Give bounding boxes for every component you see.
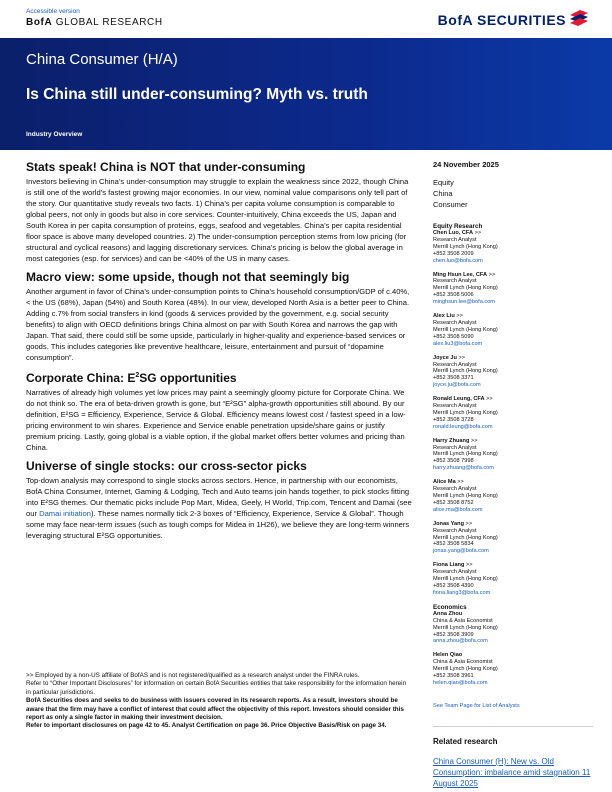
analyst-firm: Merrill Lynch (Hong Kong): [433, 666, 498, 673]
non-us-affiliate-marker: >>: [487, 271, 496, 278]
header-banner: [0, 38, 612, 150]
global-research-label: [26, 17, 163, 28]
economist-list: [433, 611, 593, 687]
analyst-role: Research Analyst: [433, 569, 477, 576]
analyst-card: [433, 479, 593, 514]
analyst-card: [433, 562, 593, 597]
report-title: Is China still under-consuming? Myth vs. truth: [26, 86, 368, 103]
analyst-firm: Merrill Lynch (Hong Kong): [433, 326, 498, 333]
analyst-firm: Merrill Lynch (Hong Kong): [433, 409, 498, 416]
analyst-name-text: Anna Zhou: [433, 610, 463, 617]
footnote-disclosures: Refer to “Other Important Disclosures” for information on certain BofA Securities entities that take responsibility for the information herein in particular jurisdictions.: [26, 680, 407, 696]
analyst-email[interactable]: anna.zhou@bofa.com: [433, 638, 488, 645]
non-us-affiliate-marker: >>: [464, 562, 473, 569]
analyst-role: Research Analyst: [433, 486, 477, 493]
team-page-link[interactable]: See Team Page for List of Analysts: [433, 702, 520, 709]
non-us-affiliate-marker: >>: [454, 313, 463, 320]
analyst-name-text: Ming Hsun Lee, CFA: [433, 271, 488, 278]
analyst-role: Research Analyst: [433, 236, 477, 243]
footnote-conflict: BofA Securities does and seeks to do business with issuers covered in its research reports. As a result, investors should be aware that the firm may have a conflict of interest that could affect the objectivity of this report. Investors should consider this report as only a single factor in making their investment decision.: [26, 697, 404, 722]
accessible-version-link[interactable]: Accessible version: [26, 8, 80, 15]
analyst-name-text: Alex Liu: [433, 313, 455, 320]
analyst-role: China & Asia Economist: [433, 617, 493, 624]
analyst-role: Research Analyst: [433, 361, 477, 368]
analyst-name-text: Fiona Liang: [433, 562, 465, 569]
analyst-name: [433, 438, 593, 445]
analyst-card: [433, 313, 593, 348]
analyst-card: [433, 652, 593, 687]
footnotes: [26, 672, 412, 731]
analyst-firm: Merrill Lynch (Hong Kong): [433, 624, 498, 631]
analyst-email[interactable]: joyce.ju@bofa.com: [433, 382, 481, 389]
body-text: ). These names normally tick 2-3 boxes of “Efficiency, Experience, Service & Global”. Though some may face near-term issues (such as tough comps for Midea in 1H26), we believe they are long-term winners leveraging structural E²SG opportunities.: [26, 509, 410, 540]
related-research-link[interactable]: China Consumer (H): New vs. Old Consumption: imbalance amid stagnation 11 August 2025: [433, 756, 591, 788]
analyst-phone: +852 3508 5834: [433, 541, 474, 548]
analyst-email[interactable]: harry.zhuang@bofa.com: [433, 465, 494, 472]
analyst-phone: +852 3508 3371: [433, 375, 474, 382]
analyst-name-text: Joyce Ju: [433, 354, 457, 361]
main-content: [26, 160, 412, 547]
analyst-name: [433, 355, 593, 362]
damai-initiation-link[interactable]: Damai initiation: [39, 509, 92, 518]
body-text: Top-down analysis may correspond to single stocks across sectors. Hence, in partnership with our economists, BofA China Consumer, Internet, Gaming & Lodging, Tech and Auto teams join hands together, to pick stocks fitting into E²SG themes. Our thematic picks include Pop Mart, Midea, Geely, H World, Trip.com, Tencent and Damai (see our: [26, 476, 412, 518]
section-body: Another argument in favor of China’s under-consumption points to China’s household consumption/GDP of c.40%, < the US (68%), Japan (54%) and South Korea (48%). In our view, developed North Asia is a better peer to China. Adding c.7% from social transfers in kind (goods & services provided by the government, e.g. social security benefits) to align with OECD definitions brings China almost on par with South Korea and narrows the gap with Japan. That said, there could still be some upside, particularly in higher-quality and experience-based services or goods. This includes categories like preventive healthcare, leisure, entertainment and pursuit of “dopamine consumption”.: [26, 287, 410, 362]
analyst-phone: +852 3508 7998: [433, 458, 474, 465]
analyst-name: [433, 479, 593, 486]
analyst-phone: +852 3508 4390: [433, 582, 474, 589]
section-heading: Universe of single stocks: our cross-sector picks: [26, 459, 307, 473]
analyst-name-text: Chen Luo, CFA: [433, 230, 474, 236]
analyst-card: [433, 272, 593, 307]
report-type: Industry Overview: [26, 131, 83, 138]
analyst-firm: Merrill Lynch (Hong Kong): [433, 243, 498, 250]
analyst-email[interactable]: fiona.liang3@bofa.com: [433, 589, 491, 596]
analyst-firm: Merrill Lynch (Hong Kong): [433, 451, 498, 458]
analyst-role: Research Analyst: [433, 444, 477, 451]
tag: China: [433, 189, 453, 198]
sidebar: [433, 160, 593, 789]
analyst-role: China & Asia Economist: [433, 659, 493, 666]
analyst-email[interactable]: jonas.yang@bofa.com: [433, 548, 489, 555]
sector-title: China Consumer (H/A): [26, 51, 178, 68]
analyst-phone: +852 3508 8752: [433, 499, 474, 506]
analyst-name-text: Jonas Yang: [433, 520, 464, 527]
analyst-role: Research Analyst: [433, 527, 477, 534]
section-stats: [26, 160, 412, 264]
report-date: 24 November 2025: [433, 160, 499, 169]
analyst-name: [433, 396, 593, 403]
non-us-affiliate-marker: >>: [469, 437, 478, 444]
analyst-phone: +852 3508 5006: [433, 292, 474, 299]
analyst-email[interactable]: chen.luo@bofa.com: [433, 257, 483, 264]
analyst-name: [433, 272, 593, 279]
analyst-name: [433, 521, 593, 528]
analyst-name: [433, 652, 593, 659]
non-us-affiliate-marker: >>: [456, 354, 466, 361]
analyst-email[interactable]: minghsun.lee@bofa.com: [433, 299, 495, 306]
bofa-flag-icon: [568, 9, 590, 27]
heading-part: SG opportunities: [139, 371, 237, 385]
section-heading: Stats speak! China is NOT that under-consuming: [26, 160, 306, 174]
analyst-card: [433, 396, 593, 431]
global-research-text: GLOBAL RESEARCH: [55, 17, 163, 28]
analyst-email[interactable]: helen.qiao@bofa.com: [433, 679, 488, 686]
analyst-card: [433, 355, 593, 390]
economics-heading: Economics: [433, 603, 467, 611]
equity-research-heading: Equity Research: [433, 223, 483, 230]
analyst-name-text: Alice Ma: [433, 479, 456, 486]
section-body: Narratives of already high volumes yet low prices may paint a seemingly gloomy picture for Corporate China. We do not think so. The era of beta-driven growth is gone, but “E²SG” alpha-growth opportunities still abound. By our definition, E²SG = Efficiency, Experience, Service & Global. Efficiency means lowest cost / fastest speed in a low-pricing environment to win shares. Experience and Service enable penetration upside/share gains or justify premium pricing. Lastly, going global is a viable option, if the global market offers better volumes and pricing than China.: [26, 388, 406, 452]
analyst-name-text: Helen Qiao: [433, 652, 463, 659]
analyst-firm: Merrill Lynch (Hong Kong): [433, 368, 498, 375]
analyst-name-text: Ronald Leung, CFA: [433, 396, 485, 403]
analyst-card: [433, 438, 593, 473]
related-research-heading: Related research: [433, 736, 498, 746]
analyst-card: [433, 230, 593, 265]
analyst-list: [433, 230, 593, 597]
section-body: Investors believing in China’s under-consumption may struggle to explain the weakness since 2022, though China is still one of the world’s fastest growing major economies. In our view, nominal value comparisons only tell part of the story. Our quantitative study reveals two facts. 1) China’s per capita volume consumption is comparable to global peers, not only in goods but also in core services. Counter-intuitively, China exceeds the US, Japan and South Korea in per capita consumption of proteins, eggs, seafood and vegetables. China’s per capita residential floor space is above many developed countries. 2) The under-consumption perception stems from low pricing (for structural and cyclical reasons) and lagging discretionary services. China’s pricing is below the global average in most categories (esp. for services) and can be <40% of the US in many cases.: [26, 177, 409, 263]
footnote-pages: Refer to important disclosures on page 42 to 45. Analyst Certification on page 36. Price Objective Basis/Risk on page 34.: [26, 722, 387, 730]
analyst-email[interactable]: ronald.leung@bofa.com: [433, 423, 493, 430]
analyst-name: [433, 611, 593, 618]
analyst-firm: Merrill Lynch (Hong Kong): [433, 285, 498, 292]
analyst-role: Research Analyst: [433, 278, 477, 285]
category-tags: [433, 177, 593, 210]
section-corporate: [26, 369, 412, 453]
analyst-name: [433, 562, 593, 569]
analyst-phone: +852 3508 5090: [433, 333, 474, 340]
section-heading: Macro view: some upside, though not that seemingly big: [26, 270, 350, 284]
divider: [433, 726, 593, 727]
analyst-card: [433, 521, 593, 556]
top-bar: [0, 0, 612, 38]
analyst-card: [433, 611, 593, 646]
tag: Consumer: [433, 200, 468, 209]
non-us-affiliate-marker: >>: [455, 479, 464, 486]
analyst-phone: +852 3508 2009: [433, 250, 474, 257]
non-us-affiliate-marker: >>: [473, 230, 482, 236]
footnote-affiliate: >> Employed by a non-US affiliate of BofAS and is not registered/qualified as a research analyst under the FINRA rules.: [26, 672, 360, 679]
analyst-name: [433, 313, 593, 320]
tag: Equity: [433, 178, 454, 187]
analyst-email[interactable]: alice.ma@bofa.com: [433, 506, 483, 513]
analyst-role: Research Analyst: [433, 403, 477, 410]
analyst-firm: Merrill Lynch (Hong Kong): [433, 576, 498, 583]
section-body: [26, 475, 412, 541]
section-macro: [26, 270, 412, 363]
heading-superscript: 2: [135, 372, 140, 379]
analyst-email[interactable]: alex.liu3@bofa.com: [433, 340, 483, 347]
analyst-firm: Merrill Lynch (Hong Kong): [433, 493, 498, 499]
analyst-name: [433, 230, 593, 237]
analyst-phone: +852 3508 3961: [433, 673, 474, 680]
analyst-phone: +852 3508 3909: [433, 631, 474, 638]
bofa-securities-logo: BofA SECURITIES: [437, 12, 566, 28]
analyst-role: Research Analyst: [433, 319, 477, 326]
section-stocks: [26, 459, 412, 541]
non-us-affiliate-marker: >>: [484, 396, 493, 403]
analyst-firm: Merrill Lynch (Hong Kong): [433, 534, 498, 541]
section-heading: [26, 369, 412, 385]
heading-part: Corporate China: E: [26, 371, 136, 385]
global-research-brand: BofA: [26, 17, 53, 28]
analyst-name-text: Harry Zhuang: [433, 437, 470, 444]
analyst-phone: +852 3508 3728: [433, 416, 474, 423]
non-us-affiliate-marker: >>: [464, 520, 473, 527]
